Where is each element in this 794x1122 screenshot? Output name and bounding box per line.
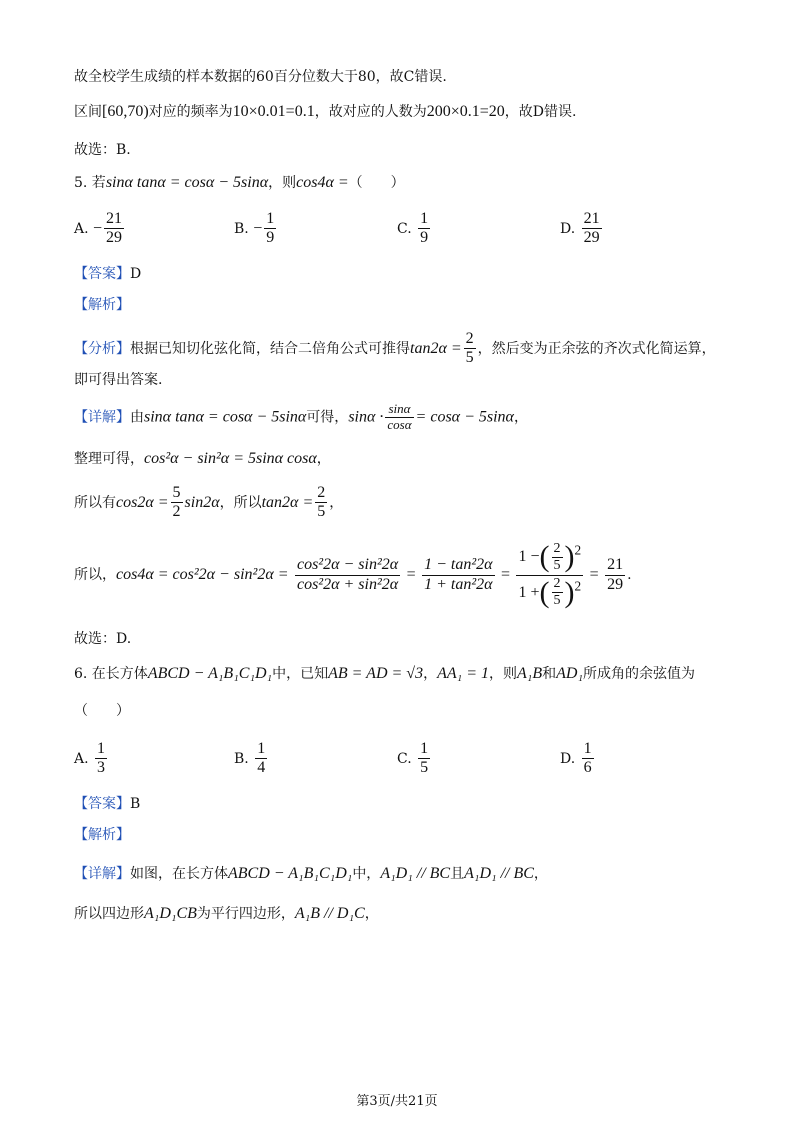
- question-5-stem: 5. 若sinα tanα = cosα − 5sinα，则cos4α =（ ）: [74, 174, 405, 191]
- question-6-paren: （ ）: [74, 703, 130, 719]
- analysis-line: 即可得出答案.: [74, 372, 163, 388]
- option-b: B. − $\frac{1}{9}$: [234, 210, 275, 247]
- option-c: C. $\frac{1}{5}$: [397, 740, 429, 777]
- detail-line: 整理可得，cos²α − sin²α = 5sinα cosα，: [74, 450, 331, 467]
- page-footer: 第3页/共21页: [356, 1094, 438, 1109]
- option-d: D. $\frac{21}{29}$: [560, 210, 600, 247]
- option-c: C. $\frac{1}{9}$: [397, 210, 429, 247]
- text-line: 故选：B.: [74, 142, 131, 158]
- option-d: D. $\frac{1}{6}$: [560, 740, 592, 777]
- question-6-stem: 6. 在长方体ABCD − A₁B₁C₁D₁中，已知AB = AD = √3，AA₁ = 1，则A₁B和AD₁所成角的余弦值为: [74, 665, 695, 682]
- detail-line: 所以四边形A₁D₁CB为平行四边形，A₁B // D₁C，: [74, 905, 379, 922]
- text-line: 故全校学生成绩的样本数据的60百分位数大于80，故C错误.: [74, 69, 447, 85]
- option-a: A. $\frac{1}{3}$: [74, 740, 106, 777]
- analysis-line: 【分析】根据已知切化弦化简，结合二倍角公式可推得tan2α = $\frac{2}{5}$ ，然后变为正余弦的齐次式化简运算，: [74, 330, 716, 367]
- detail-line: 所以，cos4α = cos²2α − sin²2α = $\frac{\text{cos²2α − sin²2α}}{\text{cos²2α + sin²2α}}$ = $\frac{\text{1 − tan²2α}}{\text{1 + tan²2α}}$ = 1 −( $\frac{2}{5}$ )$^2$ 1 +( $\frac{2}{5}$ )$^2$ = $\frac{21}{29}$ .: [74, 540, 632, 609]
- choose-line: 故选：D.: [74, 631, 132, 647]
- detail-line: 【详解】由sinα tanα = cosα − 5sinα可得，sinα · $\frac{\sin\alpha}{\cos\alpha}$ = cosα − 5sinα，: [74, 401, 528, 432]
- answer-line: 【答案】D: [74, 266, 142, 282]
- detail-line: 【详解】如图，在长方体ABCD − A₁B₁C₁D₁中，A₁D₁ // BC且A₁D₁ // BC，: [74, 865, 548, 882]
- option-a: A. − $\frac{21}{29}$: [74, 210, 123, 247]
- analysis-heading: 【解析】: [74, 297, 130, 313]
- analysis-heading: 【解析】: [74, 827, 130, 843]
- option-b: B. $\frac{1}{4}$: [234, 740, 266, 777]
- text-line: 区间[60,70)对应的频率为10×0.01=0.1，故对应的人数为200×0.1=20，故D错误.: [74, 103, 577, 120]
- detail-line: 所以有cos2α = $\frac{5}{2}$ sin2α，所以tan2α = $\frac{2}{5}$ ，: [74, 484, 344, 521]
- answer-line: 【答案】B: [74, 796, 141, 812]
